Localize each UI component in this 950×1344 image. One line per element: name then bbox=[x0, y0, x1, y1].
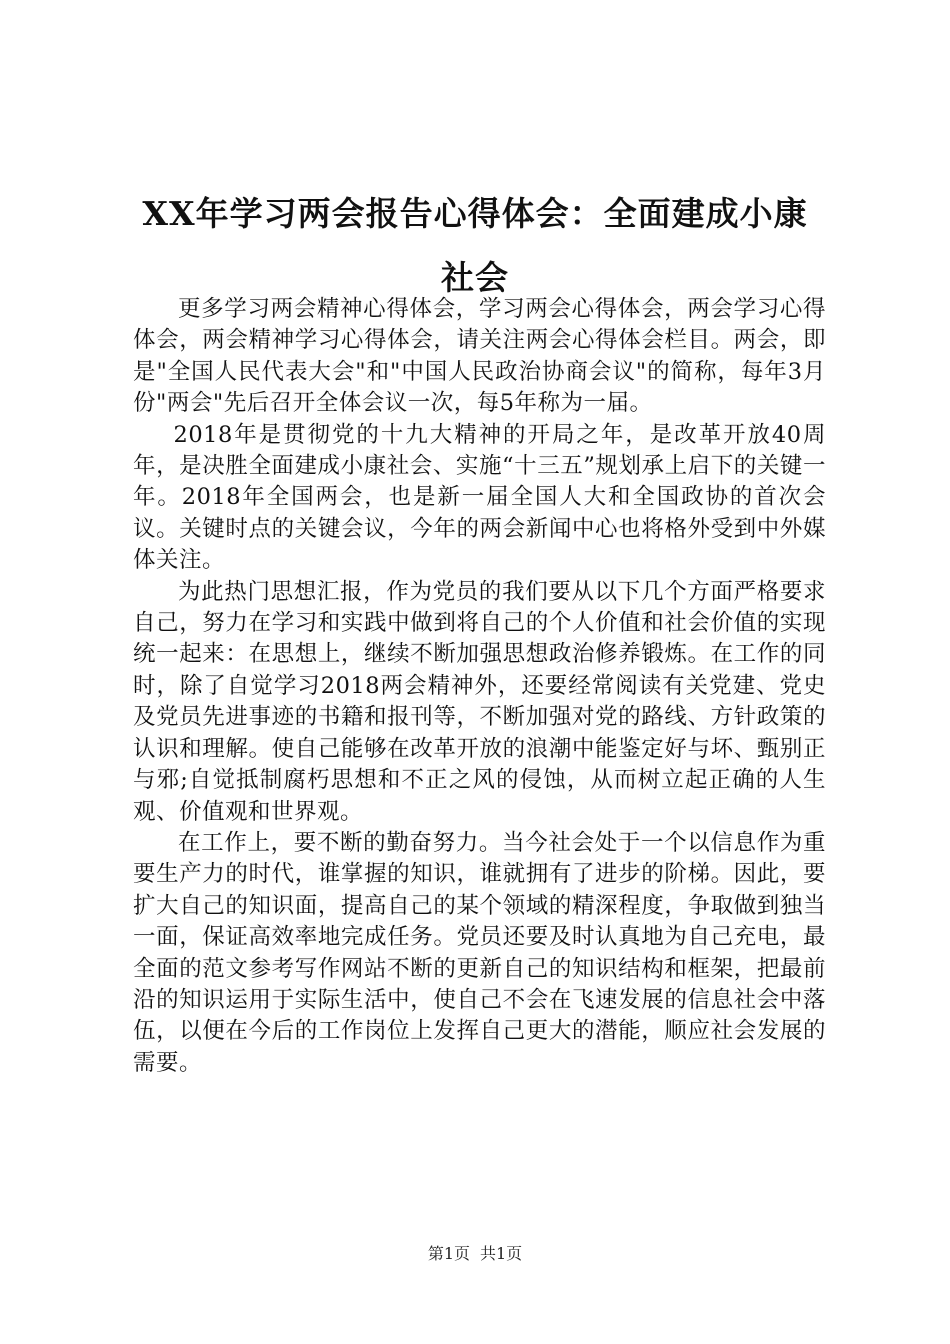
page-number-current: 第1页 bbox=[427, 1244, 470, 1263]
page-number-total: 共1页 bbox=[480, 1244, 523, 1263]
title-line-2: 社会 bbox=[441, 258, 509, 297]
title-line-1: XX年学习两会报告心得体会：全面建成小康 bbox=[142, 194, 808, 233]
paragraph-1: 更多学习两会精神心得体会，学习两会心得体会，两会学习心得体会，两会精神学习心得体会，请关注两会心得体会栏目。两会，即是"全国人民代表大会"和"中国人民政治协商会议"的简称，每年3月份"两会"先后召开全体会议一次，每5年称为一届。 bbox=[133, 296, 826, 417]
document-body bbox=[133, 294, 826, 1079]
paragraph-4: 在工作上，要不断的勤奋努力。当今社会处于一个以信息作为重要生产力的时代，谁掌握的知识，谁就拥有了进步的阶梯。因此，要扩大自己的知识面，提高自己的某个领域的精深程度，争取做到独当一面，保证高效率地完成任务。党员还要及时认真地为自己充电，最全面的范文参考写作网站不断的更新自己的知识结构和框架，把最前沿的知识运用于实际生活中，使自己不会在飞速发展的信息社会中落伍，以便在今后的工作岗位上发挥自己更大的潜能，顺应社会发展的需要。 bbox=[133, 829, 826, 1076]
document-title bbox=[120, 182, 830, 310]
page-footer bbox=[0, 1242, 950, 1266]
paragraph-2: 2018年是贯彻党的十九大精神的开局之年，是改革开放40周年，是决胜全面建成小康社会、实施“十三五”规划承上启下的关键一年。2018年全国两会，也是新一届全国人大和全国政协的首次会议。关键时点的关键会议，今年的两会新闻中心也将格外受到中外媒体关注。 bbox=[133, 421, 826, 574]
paragraph-3: 为此热门思想汇报，作为党员的我们要从以下几个方面严格要求自己，努力在学习和实践中做到将自己的个人价值和社会价值的实现统一起来：在思想上，继续不断加强思想政治修养锻炼。在工作的同时，除了自觉学习2018两会精神外，还要经常阅读有关党建、党史及党员先进事迹的书籍和报刊等，不断加强对党的路线、方针政策的认识和理解。使自己能够在改革开放的浪潮中能鉴定好与坏、甄别正与邪;自觉抵制腐朽思想和不正之风的侵蚀，从而树立起正确的人生观、价值观和世界观。 bbox=[133, 578, 826, 825]
